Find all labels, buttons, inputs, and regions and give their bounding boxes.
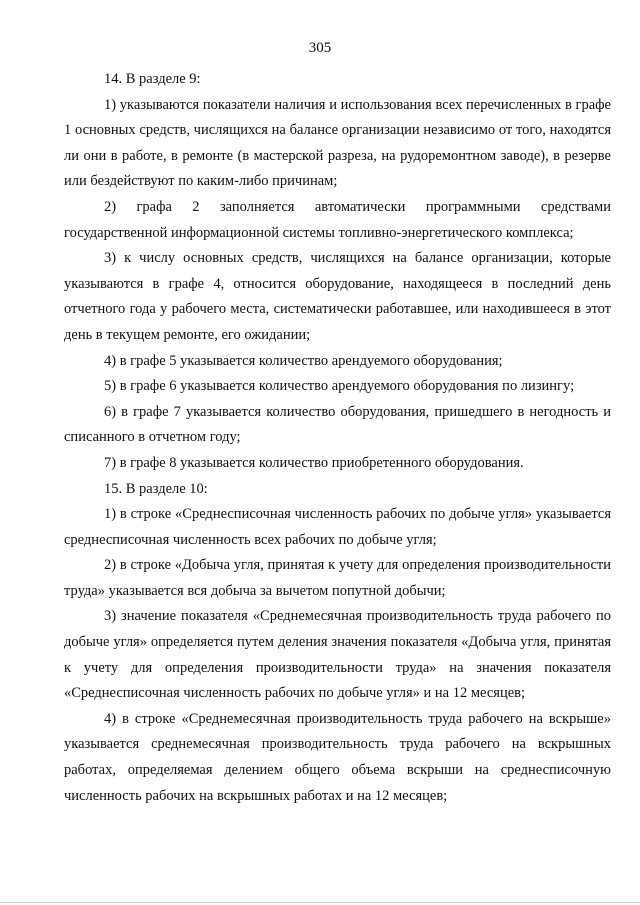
paragraph-10-3: 3) значение показателя «Среднемесячная производительность труда рабочего по добыче угля» определяется путем деления значения показателя «Добыча угля, принятая к учету для определения производительности труда» на значения показателя «Среднесписочная численность рабочих по добыче угля» и на 12 месяцев; xyxy=(64,608,611,702)
paragraph-10-1: 1) в строке «Среднесписочная численность рабочих по добыче угля» указывается среднесписочная численность всех рабочих по добыче угля; xyxy=(64,506,611,548)
page-number: 305 xyxy=(308,40,332,56)
paragraph-9-4: 4) в графе 5 указывается количество арендуемого оборудования; xyxy=(104,352,503,369)
paragraph-9-2: 2) графа 2 заполняется автоматически программными средствами государственной информационной системы топливно-энергетического комплекса; xyxy=(64,198,611,241)
paragraph-9-1: 1) указываются показатели наличия и использования всех перечисленных в графе 1 основных средств, числящихся на балансе организации независимо от того, находятся ли они в работе, в ремонте (в мастерской разреза, на рудоремонтном заводе), в резерве или бездействуют по каким-либо причинам; xyxy=(64,96,611,190)
page-bottom-edge xyxy=(0,902,640,903)
paragraph-9-6: 6) в графе 7 указывается количество оборудования, пришедшего в негодность и списанного в отчетном году; xyxy=(64,403,611,446)
paragraph-10-4: 4) в строке «Среднемесячная производительность труда рабочего на вскрыше» указывается среднемесячная производительность труда рабочего на вскрышных работах, определяемая делением общего объема вскрыши на среднесписочную численность рабочих на вскрышных работах и на 12 месяцев; xyxy=(64,710,611,804)
paragraph-9-7: 7) в графе 8 указывается количество приобретенного оборудования. xyxy=(104,454,524,471)
section-heading-9: 14. В разделе 9: xyxy=(104,71,201,87)
paragraph-10-2: 2) в строке «Добыча угля, принятая к учету для определения производительности труда» указывается вся добыча за вычетом попутной добычи; xyxy=(64,557,611,599)
section-heading-10: 15. В разделе 10: xyxy=(104,480,208,497)
paragraph-9-3: 3) к числу основных средств, числящихся на балансе организации, которые указываются в графе 4, относится оборудование, находящееся в последний день отчетного года у рабочего места, систематически работавшее, или находившееся в этот день в текущем ремонте, его ожидании; xyxy=(64,250,611,343)
document-body xyxy=(64,67,611,809)
paragraph-9-5: 5) в графе 6 указывается количество арендуемого оборудования по лизингу; xyxy=(104,378,575,395)
